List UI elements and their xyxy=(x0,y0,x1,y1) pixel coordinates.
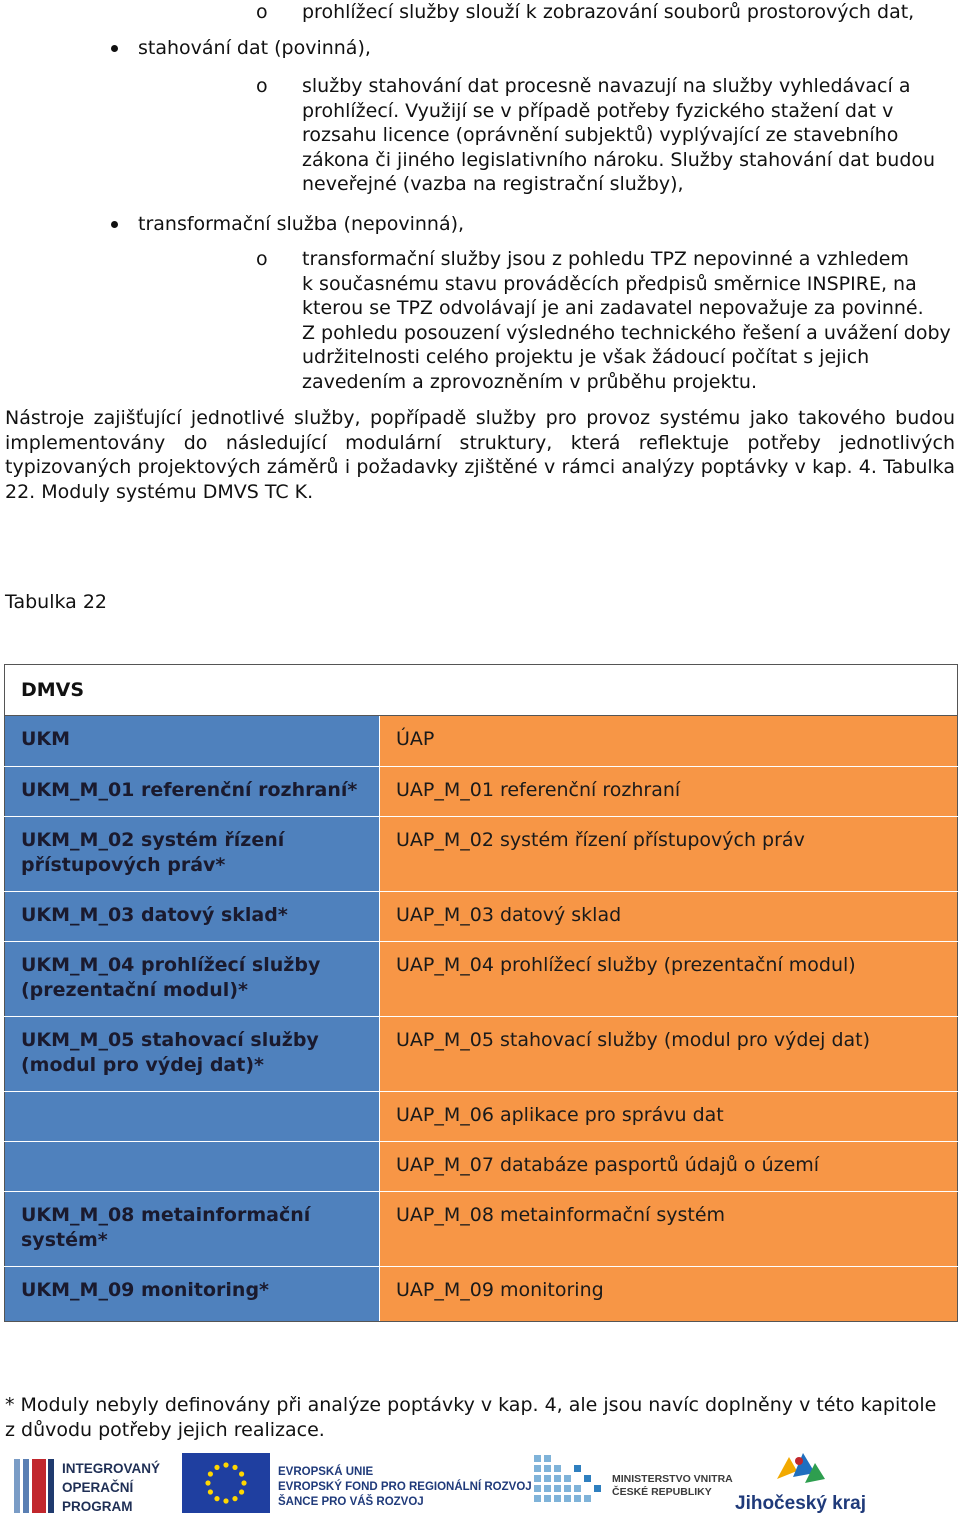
table-cell-uap: ÚAP xyxy=(380,716,958,767)
text-line: prohlížecí. Využijí se v případě potřeby fyzického stažení dat v xyxy=(302,99,894,122)
eu-line: EVROPSKÝ FOND PRO REGIONÁLNÍ ROZVOJ xyxy=(278,1481,532,1493)
table-cell-ukm: UKM_M_05 stahovací služby (modul pro výdej dat)* xyxy=(5,1017,380,1092)
text-line: typizovaných projektových záměrů i požadavky zjištěné v rámci analýzy poptávky v kap. 4. Tabulka xyxy=(5,456,955,478)
kraj-emblem-icon xyxy=(771,1449,827,1489)
table-cell-uap: UAP_M_07 databáze pasportů údajů o území xyxy=(380,1142,958,1192)
item-stahovani: stahování dat (povinná), xyxy=(138,37,371,59)
intro-paragraph xyxy=(5,406,955,504)
table-cell-uap: UAP_M_03 datový sklad xyxy=(380,892,958,942)
mv-grid-icon xyxy=(532,1451,604,1513)
text-line: implementovány do následující modulární struktury, která reflektuje potřeby jednotlivých xyxy=(5,431,955,454)
text-line: z důvodu potřeby jejich realizace. xyxy=(5,1418,325,1441)
text-line: zákona či jiného legislativního nároku. Služby stahování dat budou xyxy=(302,148,936,171)
table-cell-ukm: UKM_M_09 monitoring* xyxy=(5,1267,380,1322)
sub-bullet-marker: o xyxy=(256,1,268,23)
text-line: rozsahu licence (oprávnění subjektů) vyplývající ze stavebního xyxy=(302,124,899,146)
table-cell-uap: UAP_M_04 prohlížecí služby (prezentační modul) xyxy=(380,942,958,1017)
mv-line: ČESKÉ REPUBLIKY xyxy=(612,1486,712,1498)
iop-bars-icon xyxy=(14,1455,54,1515)
sub-bullet-transformacni xyxy=(302,247,951,394)
text-line: kterou se TPZ odvolávají je ani zadavatel nepovažuje za povinné. xyxy=(302,297,924,319)
bullet-dot xyxy=(111,45,118,52)
text-line: k současnému stavu prováděcích předpisů směrnice INSPIRE, na xyxy=(302,272,917,295)
text-line: * Moduly nebyly definovány při analýze poptávky v kap. 4, ale jsou navíc doplněny v této kapitole xyxy=(5,1394,937,1416)
sub-bullet-marker: o xyxy=(256,75,268,97)
text-line: Nástroje zajišťující jednotlivé služby, popřípadě služby pro provoz systému jako takového budou xyxy=(5,407,955,429)
iop-line: PROGRAM xyxy=(62,1499,133,1514)
table-cell-ukm: UKM_M_02 systém řízení přístupových práv* xyxy=(5,817,380,892)
mv-line: MINISTERSTVO VNITRA xyxy=(612,1473,733,1485)
text-line: udržitelnosti celého projektu je však žádoucí počítat s jejich xyxy=(302,346,870,368)
eu-logo xyxy=(182,1451,532,1517)
table-cell-ukm: UKM_M_08 metainformační systém* xyxy=(5,1192,380,1267)
table-cell-ukm: UKM_M_04 prohlížecí služby (prezentační modul)* xyxy=(5,942,380,1017)
sub-bullet-prohlizeci: prohlížecí služby slouží k zobrazování souborů prostorových dat, xyxy=(302,1,915,23)
eu-line: EVROPSKÁ UNIE xyxy=(278,1466,374,1478)
table-caption: Tabulka 22 xyxy=(5,591,108,613)
sub-bullet-marker: o xyxy=(256,248,268,270)
eu-line: ŠANCE PRO VÁŠ ROZVOJ xyxy=(278,1496,424,1508)
table-cell-ukm: UKM_M_01 referenční rozhraní* xyxy=(5,767,380,817)
table-cell-uap: UAP_M_09 monitoring xyxy=(380,1267,958,1322)
text-line: transformační služby jsou z pohledu TPZ nepovinné a vzhledem xyxy=(302,248,909,270)
text-line: neveřejné (vazba na registrační služby), xyxy=(302,173,684,195)
table-cell-uap: UAP_M_05 stahovací služby (modul pro výdej dat) xyxy=(380,1017,958,1092)
text-line: Z pohledu posouzení výsledného technického řešení a uvážení doby xyxy=(302,321,951,344)
iop-line: INTEGROVANÝ xyxy=(62,1461,161,1476)
kraj-logo xyxy=(735,1449,885,1519)
mv-logo xyxy=(532,1451,732,1517)
table-cell-uap: UAP_M_02 systém řízení přístupových práv xyxy=(380,817,958,892)
table-cell-uap: UAP_M_06 aplikace pro správu dat xyxy=(380,1092,958,1142)
text-line: služby stahování dat procesně navazují na služby vyhledávací a xyxy=(302,75,911,97)
footnote xyxy=(5,1393,955,1442)
sub-bullet-stahovani xyxy=(302,74,935,197)
table-cell-ukm: UKM_M_03 datový sklad* xyxy=(5,892,380,942)
iop-logo xyxy=(14,1455,164,1517)
text-line: 22. Moduly systému DMVS TC K. xyxy=(5,480,314,503)
eu-flag-icon xyxy=(182,1453,270,1513)
bullet-dot xyxy=(111,221,118,228)
table-cell-ukm xyxy=(5,1142,380,1192)
iop-line: OPERAČNÍ xyxy=(62,1480,134,1495)
item-transformacni: transformační služba (nepovinná), xyxy=(138,213,465,235)
modules-table xyxy=(4,664,958,1322)
text-line: zavedením a zprovozněním v průběhu projektu. xyxy=(302,370,757,393)
table-cell-uap: UAP_M_08 metainformační systém xyxy=(380,1192,958,1267)
table-header: DMVS xyxy=(5,665,958,716)
table-cell-ukm: UKM xyxy=(5,716,380,767)
kraj-name: Jihočeský kraj xyxy=(735,1493,866,1514)
table-cell-ukm xyxy=(5,1092,380,1142)
table-cell-uap: UAP_M_01 referenční rozhraní xyxy=(380,767,958,817)
logo-strip xyxy=(0,1445,960,1520)
